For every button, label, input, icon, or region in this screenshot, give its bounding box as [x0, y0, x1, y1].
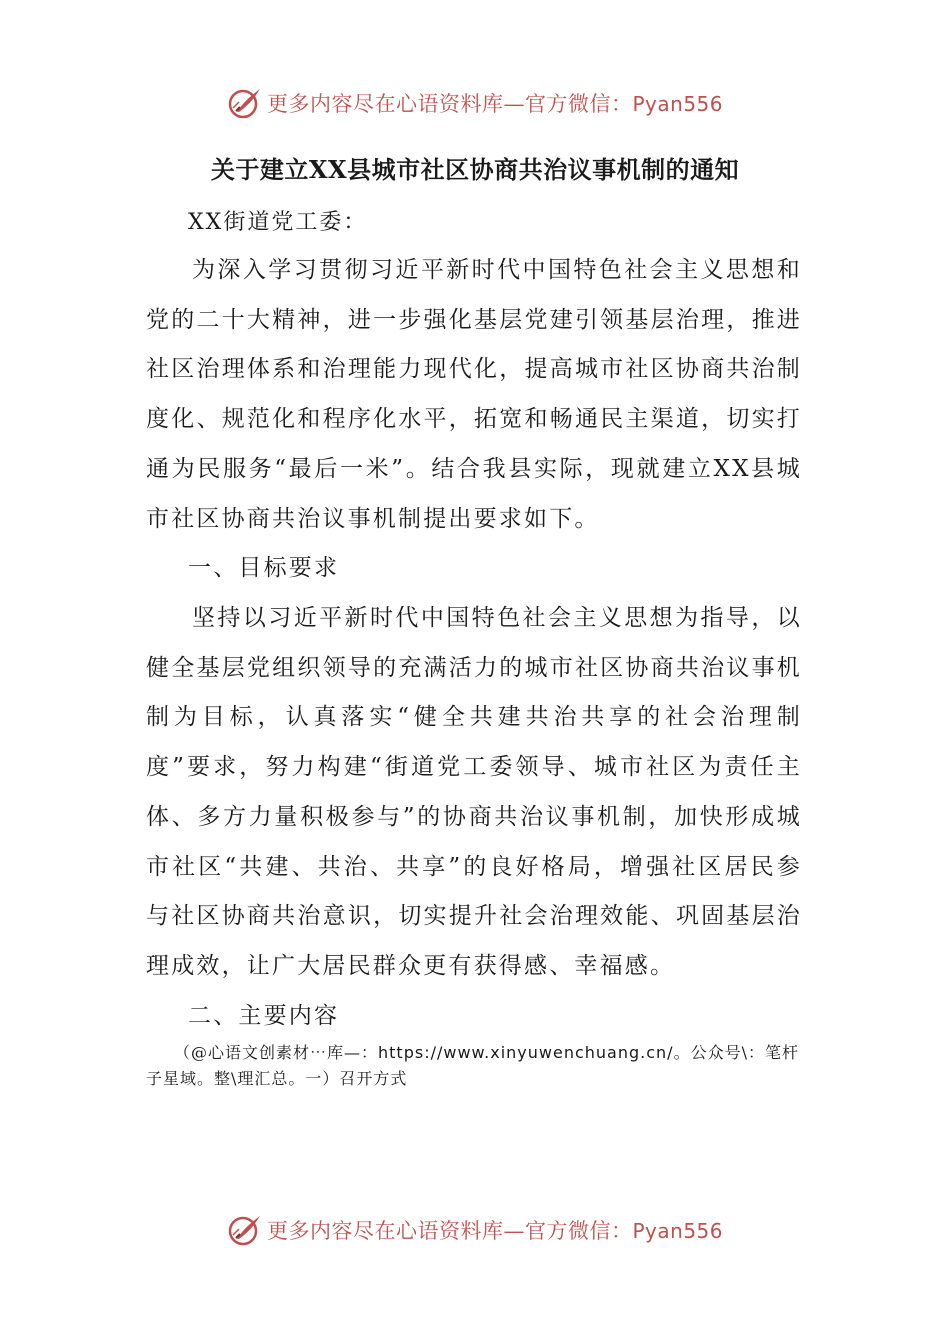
quill-logo-icon [227, 85, 263, 121]
section-heading-goals: 一、目标要求 [188, 555, 340, 581]
header-banner-text: 更多内容尽在心语资料库—官方微信：Pyan556 [266, 92, 723, 116]
footer-banner-text: 更多内容尽在心语资料库—官方微信：Pyan556 [266, 1219, 723, 1243]
source-note: （@心语文创素材⋯库—：https://www.xinyuwenchuang.cn/。公众号\：笔杆子星域。整\理汇总。一）召开方式 [146, 1043, 799, 1088]
source-url[interactable]: https://www.xinyuwenchuang.cn/ [378, 1043, 674, 1062]
section-heading-content: 二、主要内容 [188, 1003, 340, 1029]
header-banner [0, 83, 950, 123]
footer-wechat-id: Pyan556 [632, 1219, 723, 1243]
header-wechat-id: Pyan556 [632, 92, 723, 116]
footer-banner [0, 1210, 950, 1250]
salutation: XX街道党工委： [188, 210, 368, 235]
paragraph-intro: 为深入学习贯彻习近平新时代中国特色社会主义思想和党的二十大精神，进一步强化基层党建引领基层治理，推进社区治理体系和治理能力现代化，提高城市社区协商共治制度化、规范化和程序化水平，拓宽和畅通民主渠道，切实打通为民服务“最后一米”。结合我县实际，现就建立XX县城市社区协商共治议事机制提出要求如下。 [146, 257, 802, 532]
paragraph-goals: 坚持以习近平新时代中国特色社会主义思想为指导，以健全基层党组织领导的充满活力的城市社区协商共治议事机制为目标，认真落实“健全共建共治共享的社会治理制度”要求，努力构建“街道党工委领导、城市社区为责任主体、多方力量积极参与”的协商共治议事机制，加快形成城市社区“共建、共治、共享”的良好格局，增强社区居民参与社区协商共治意识，切实提升社会治理效能、巩固基层治理成效，让广大居民群众更有获得感、幸福感。 [146, 605, 802, 979]
document-title: 关于建立XX县城市社区协商共治议事机制的通知 [210, 155, 740, 184]
quill-logo-icon [227, 1212, 263, 1248]
